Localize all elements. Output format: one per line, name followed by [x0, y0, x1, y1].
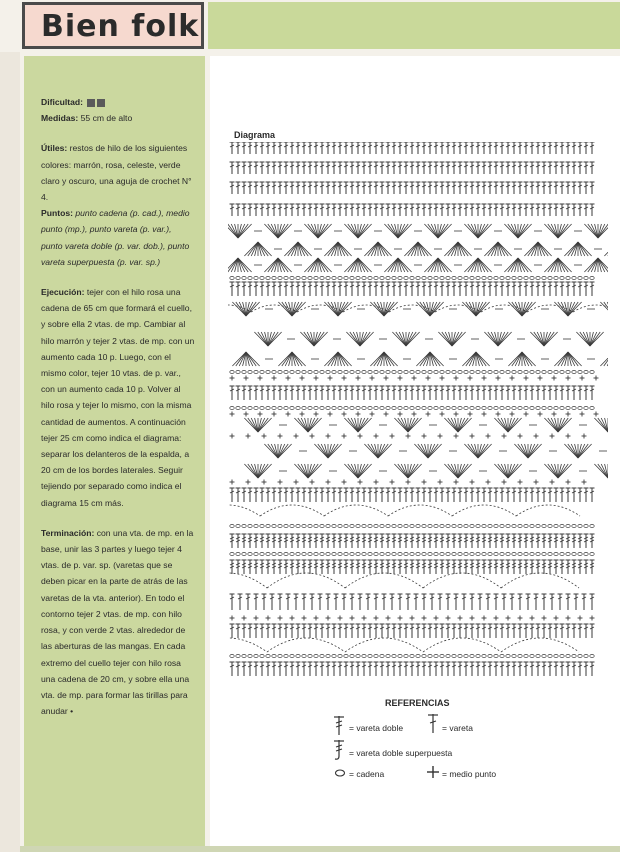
- medio-punto-icon: [426, 765, 440, 779]
- difficulty-line: [41, 94, 195, 126]
- vareta-superpuesta-icon: [333, 738, 345, 762]
- instructions-sidebar: [24, 56, 205, 848]
- terminacion-label: Terminación:: [41, 527, 95, 538]
- puntos-label: Puntos:: [41, 208, 73, 219]
- ejecucion-paragraph: [41, 284, 195, 511]
- utiles-label: Útiles:: [41, 143, 68, 154]
- difficulty-icon: [97, 99, 105, 107]
- measures-value: 55 cm de alto: [78, 113, 133, 124]
- terminacion-text: con una vta. de mp. en la base, unir las 3 partes y luego tejer 4 vtas. de p. var. sp. (varetas que se deben picar en la parte de atrás de las varetas de la vta. anterior). En todo el contorno tejer 2 vtas. de mp. con hilo rosa, y con verde 2 vtas. alrededor de las aberturas de las mangas. En cada extremo del cuello tejer con hilo rosa una cadena de 20 cm, y sobre ella una vta. de mp. para formar las tirillas para anudar •: [41, 527, 194, 717]
- puntos-text: punto cadena (p. cad.), medio punto (mp.), punto vareta (p. var.), punto vareta doble (p. var. dob.), punto vareta superpuesta (p. var. sp.): [41, 208, 190, 267]
- cadena-icon: [334, 768, 346, 778]
- ref-vareta: = vareta: [442, 723, 473, 733]
- header-band: [208, 2, 620, 49]
- difficulty-label: Dificultad:: [41, 97, 84, 107]
- ref-vareta-doble: = vareta doble: [349, 723, 404, 733]
- utiles-paragraph: [41, 140, 195, 270]
- diagram-label: Diagrama: [234, 130, 276, 140]
- utiles-text: restos de hilo de los siguientes colores: marrón, rosa, celeste, verde claro y oscuro, una aguja de crochet N° 4.: [41, 143, 192, 203]
- measures-label: Medidas:: [41, 113, 79, 124]
- ref-superpuesta: = vareta doble superpuesta: [349, 748, 453, 758]
- left-margin: [0, 52, 20, 852]
- page-title: Bien folk: [41, 9, 200, 44]
- references-title: REFERENCIAS: [385, 698, 450, 708]
- vareta-icon: [427, 712, 439, 734]
- ref-medio-punto: = medio punto: [442, 769, 497, 779]
- ref-cadena: = cadena: [349, 769, 385, 779]
- crochet-chart: [228, 142, 608, 682]
- terminacion-paragraph: [41, 525, 195, 719]
- difficulty-icon: [87, 99, 95, 107]
- ejecucion-label: Ejecución:: [41, 287, 85, 298]
- title-box: [22, 2, 204, 49]
- vareta-doble-icon: [333, 714, 345, 736]
- bottom-band: [20, 846, 620, 852]
- ejecucion-text: tejer con el hilo rosa una cadena de 65 cm que formará el cuello, y sobre ella 2 vtas. de mp. Cambiar al hilo marrón y tejer 2 vtas. de mp. con un aumento cada 10 p. Luego, con el mismo color, tejer 10 vtas. de p. var., con un aumento cada 10 p. Volver al hilo rosa y tejer lo mismo, con la misma cantidad de aumentos. A continuación tejer 25 cm como indica el diagrama: separar los delanteros de la espalda, a 20 cm de los bordes laterales. Seguir tejiendo por separado como indica el diagrama 15 cm más.: [41, 287, 195, 508]
- diagram-panel: [210, 56, 620, 848]
